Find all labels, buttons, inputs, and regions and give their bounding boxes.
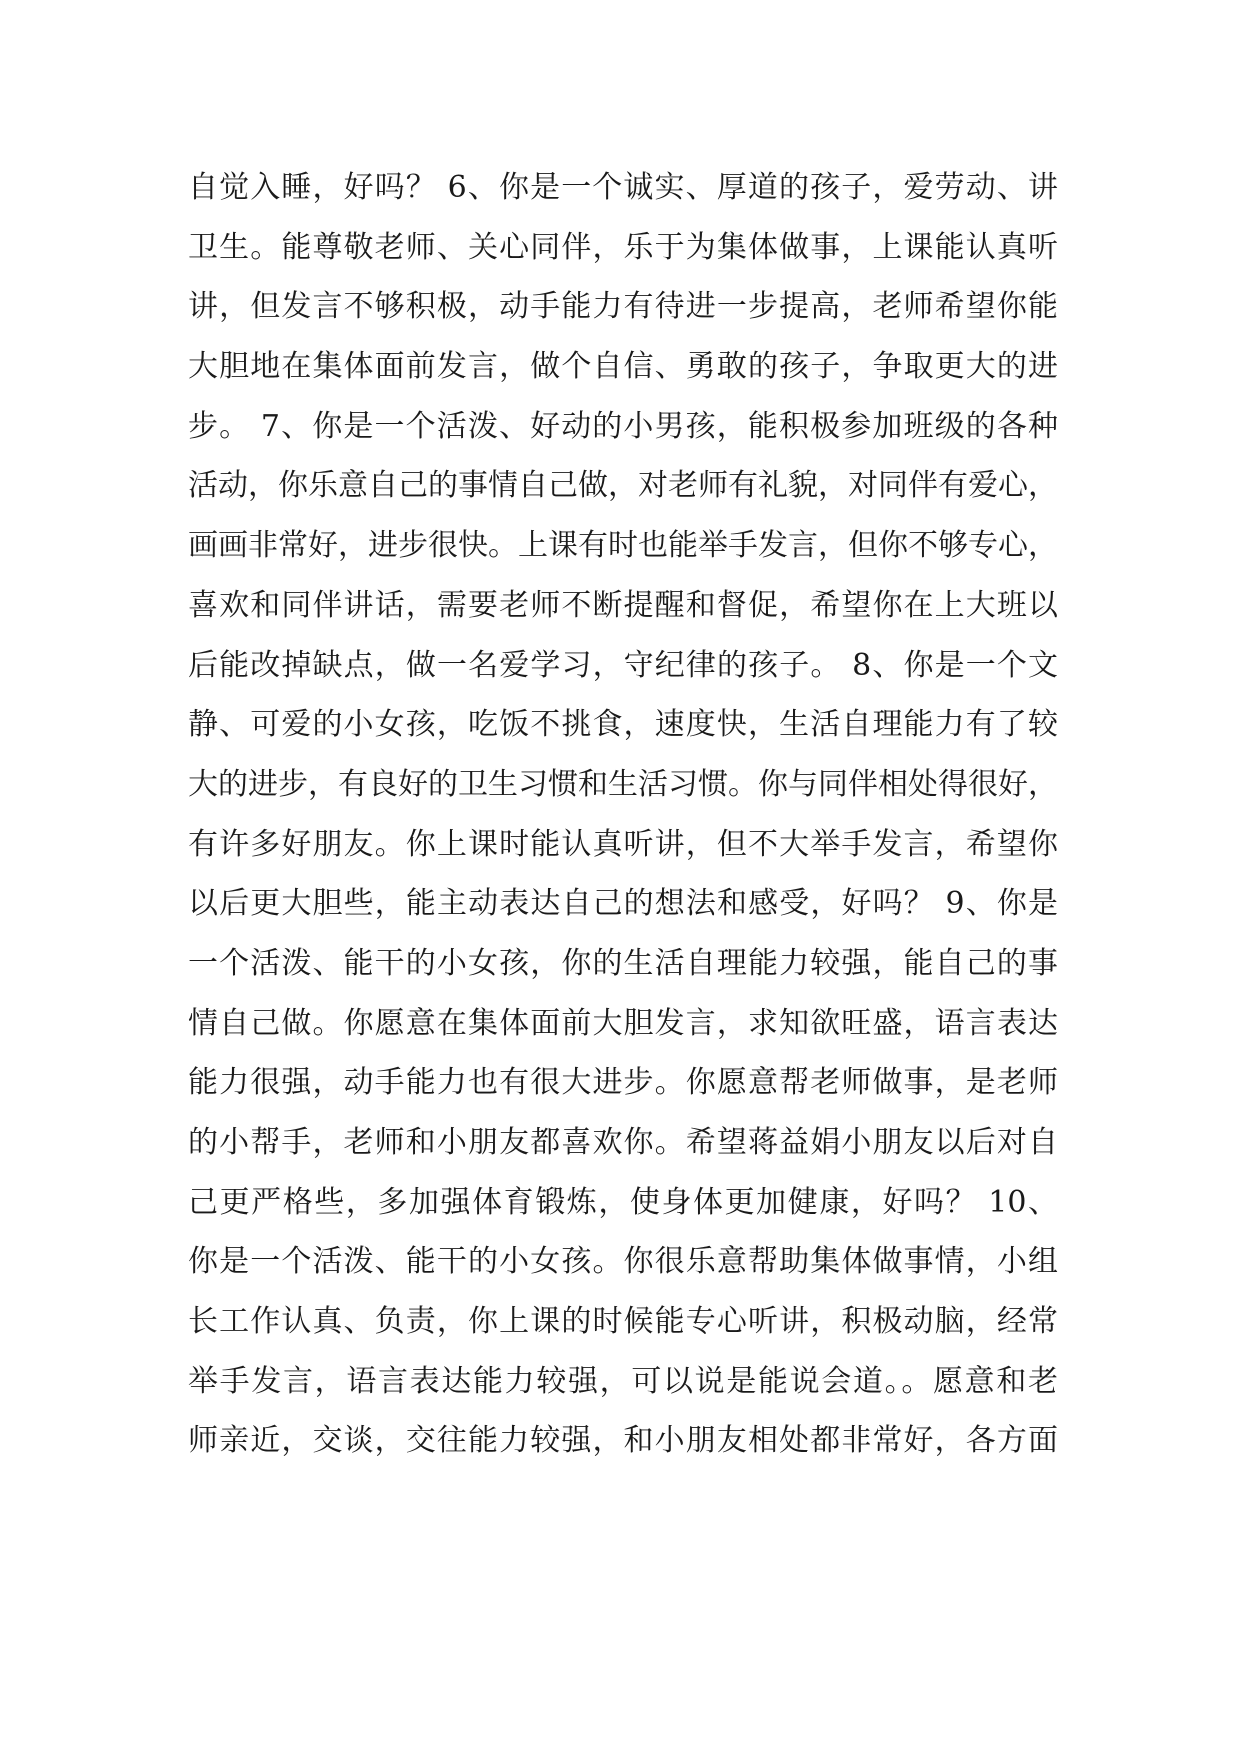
text-line: 大胆地在集体面前发言，做个自信、勇敢的孩子，争取更大的进: [188, 349, 1058, 385]
text-line: 自觉入睡，好吗？ 6、你是一个诚实、厚道的孩子，爱劳动、讲: [188, 170, 1058, 205]
text-line: 一个活泼、能干的小女孩，你的生活自理能力较强，能自己的事: [188, 945, 1058, 981]
body-text: [188, 158, 1058, 1471]
text-line: 情自己做。你愿意在集体面前大胆发言，求知欲旺盛，语言表达: [188, 1005, 1058, 1041]
text-line: 举手发言，语言表达能力较强，可以说是能说会道。。愿意和老: [188, 1363, 1058, 1399]
text-line: 静、可爱的小女孩，吃饭不挑食，速度快，生活自理能力有了较: [188, 707, 1058, 743]
text-line: 讲，但发言不够积极，动手能力有待进一步提高，老师希望你能: [188, 289, 1058, 325]
text-line: 能力很强，动手能力也有很大进步。你愿意帮老师做事，是老师: [188, 1065, 1058, 1101]
text-line: 大的进步，有良好的卫生习惯和生活习惯。你与同伴相处得很好，: [188, 766, 1058, 802]
text-line: 活动，你乐意自己的事情自己做，对老师有礼貌，对同伴有爱心，: [188, 468, 1058, 504]
text-line: 步。 7、你是一个活泼、好动的小男孩，能积极参加班级的各种: [188, 408, 1058, 444]
text-line: 画画非常好，进步很快。上课有时也能举手发言，但你不够专心，: [188, 528, 1058, 564]
text-line: 卫生。能尊敬老师、关心同伴，乐于为集体做事，上课能认真听: [188, 229, 1058, 265]
text-line: 后能改掉缺点，做一名爱学习，守纪律的孩子。 8、你是一个文: [188, 647, 1058, 683]
text-line: 以后更大胆些，能主动表达自己的想法和感受，好吗？ 9、你是: [188, 886, 1058, 922]
text-line: 师亲近，交谈，交往能力较强，和小朋友相处都非常好，各方面: [188, 1423, 1058, 1459]
text-line: 长工作认真、负责，你上课的时候能专心听讲，积极动脑，经常: [188, 1304, 1058, 1340]
text-line: 己更严格些，多加强体育锻炼，使身体更加健康，好吗？ 10、: [188, 1184, 1058, 1220]
text-line: 喜欢和同伴讲话，需要老师不断提醒和督促，希望你在上大班以: [188, 587, 1058, 623]
text-line: 的小帮手，老师和小朋友都喜欢你。希望蒋益娟小朋友以后对自: [188, 1125, 1058, 1160]
text-line: 有许多好朋友。你上课时能认真听讲，但不大举手发言，希望你: [188, 826, 1058, 862]
text-line: 你是一个活泼、能干的小女孩。你很乐意帮助集体做事情，小组: [188, 1244, 1058, 1280]
